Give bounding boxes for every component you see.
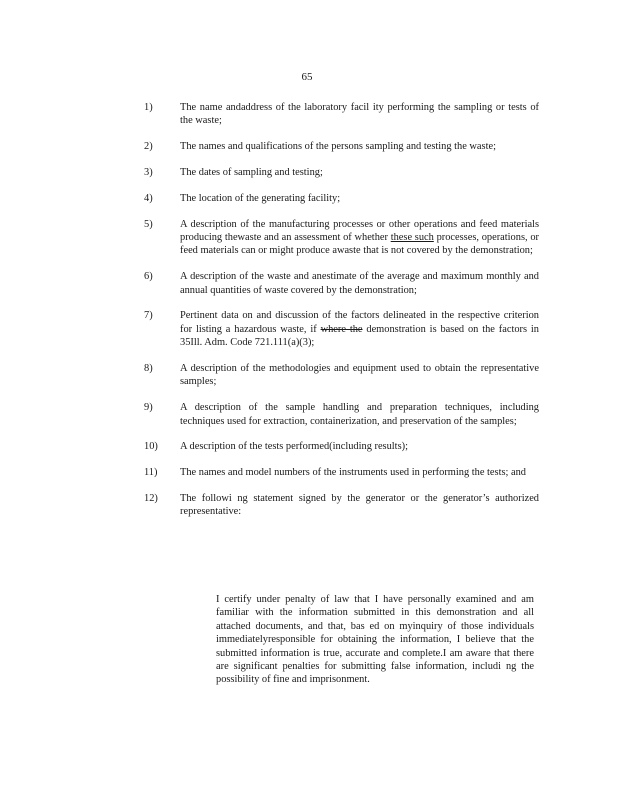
list-item-number: 4): [144, 192, 153, 204]
list-item: [144, 140, 539, 153]
list-item-number: 2): [144, 141, 153, 153]
list-item-text: The followi ng statement signed by the generator or the generator’s authorized representative:: [180, 493, 539, 518]
list-item-text: The names and model numbers of the instruments used in performing the tests; and: [180, 467, 526, 479]
list-item: [144, 401, 539, 428]
list-item-number: 11): [144, 467, 158, 479]
list-item-number: 10): [144, 441, 158, 453]
list-item-text: The names and qualifications of the persons sampling and testing the waste;: [180, 141, 496, 153]
list-item: [144, 270, 539, 297]
list-item-number: 5): [144, 218, 153, 230]
list-item-number: 8): [144, 363, 153, 375]
requirements-list: [144, 101, 539, 531]
list-item: [144, 309, 539, 349]
list-item: [144, 166, 539, 179]
list-item-text: The location of the generating facility;: [180, 192, 341, 204]
list-item: [144, 362, 539, 389]
list-item-text: A description of the waste and anestimate of the average and maximum monthly and annual quantities of waste covered by the demonstration;: [180, 271, 539, 296]
list-item-text: A description of the tests performed(including results);: [180, 441, 408, 453]
list-item-text-part: processes, operations, or feed materials can or might produce awaste that is not covered by the demonstration;: [180, 232, 539, 257]
struck-deletion: where the: [320, 323, 363, 335]
list-item-text: [180, 309, 539, 349]
list-item: [144, 218, 539, 258]
certification-statement: I certify under penalty of law that I have personally examined and am familiar with the information submitted in this demonstration and all attached documents, and that, bas ed on myinquiry of those individuals immediatelyresponsible for obtaining the information, I believe that the submitted information is true, accurate and complete.I am aware that there are significant penalties for submitting false information, includi ng the possibility of fine and imprisonment.: [216, 594, 534, 686]
list-item: [144, 101, 539, 128]
page-number: 65: [301, 71, 313, 83]
list-item-number: 3): [144, 167, 153, 178]
list-item-text-part: demonstration is based on the factors in 35Ill. Adm. Code 721.111(a)(3);: [180, 323, 539, 349]
list-item-text: The dates of sampling and testing;: [180, 167, 323, 178]
list-item-text: [180, 218, 539, 258]
list-item: [144, 466, 539, 479]
list-item-text-part: A description of the manufacturing processes or other operations and feed materials producing thewaste and an assessment of whether: [180, 218, 539, 243]
list-item: [144, 492, 539, 519]
list-item-number: 12): [144, 493, 158, 505]
list-item-text: A description of the sample handling and preparation techniques, including techniques used for extraction, containerization, and preservation of the samples;: [180, 402, 539, 427]
list-item: [144, 192, 539, 205]
list-item-text: A description of the methodologies and equipment used to obtain the representative samples;: [180, 363, 539, 388]
list-item-number: 1): [144, 102, 153, 113]
list-item-text: The name andaddress of the laboratory facil ity performing the sampling or tests of the waste;: [180, 102, 539, 127]
underlined-insertion: these such: [390, 232, 434, 243]
list-item-number: 6): [144, 271, 153, 283]
list-item: [144, 440, 539, 453]
list-item-number: 9): [144, 402, 153, 414]
list-item-number: 7): [144, 310, 153, 322]
list-item-text-part: Pertinent data on and discussion of the factors delineated in the respective criterion for listing a hazardous waste, if: [180, 310, 539, 335]
